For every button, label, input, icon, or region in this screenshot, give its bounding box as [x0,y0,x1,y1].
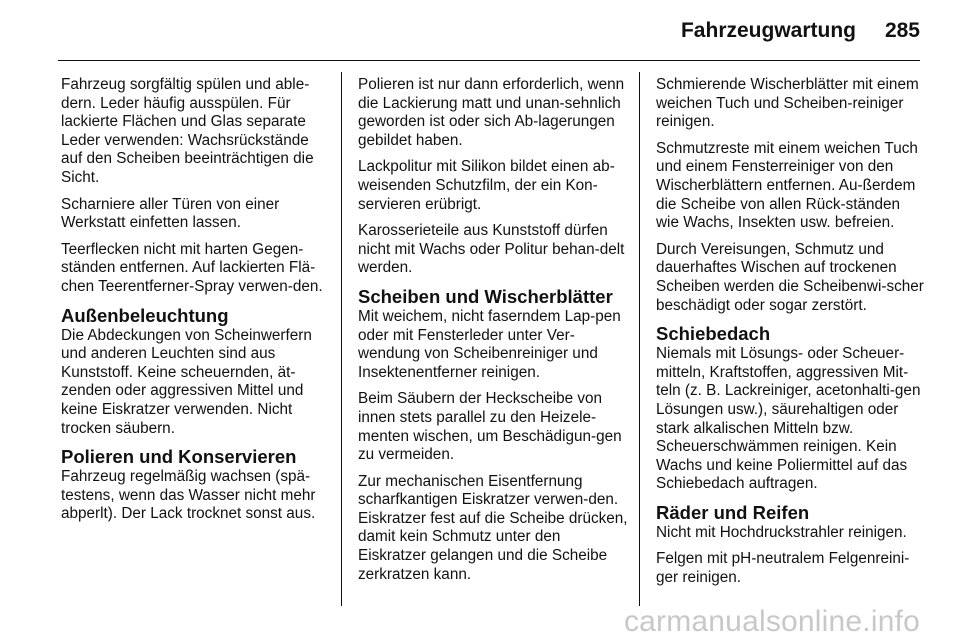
paragraph: Schmierende Wischerblätter mit einem weichen Tuch und Scheiben-reiniger reinigen. [656,76,919,131]
paragraph: Fahrzeug regelmäßig wachsen (spä-testens, wenn das Wasser nicht mehr abperlt). Der Lack trocknet sonst aus. [61,468,316,523]
paragraph: Scharniere aller Türen von einer Werkstatt einfetten lassen. [61,195,280,232]
page-number: 285 [884,19,920,42]
section-heading: Schiebedach [656,323,771,345]
paragraph: Teerflecken nicht mit harten Gegen-ständen entfernen. Auf lackierten Flä-chen Teerentferner-Spray verwen-den. [61,240,323,295]
paragraph: Mit weichem, nicht faserndem Lap-pen oder mit Fensterleder unter Ver-wendung von Scheibenreiniger und Insektenentferner reinigen. [358,307,621,381]
paragraph: Durch Vereisungen, Schmutz und dauerhaftes Wischen auf trockenen Scheiben werden die Scheibenwi-scher beschädigt oder sogar zerstört. [656,240,924,314]
paragraph: Zur mechanischen Eisentfernung scharfkantigen Eiskratzer verwen-den. Eiskratzer fest auf die Scheibe drücken, damit kein Schmutz unter den Eiskratzer gelangen und die Scheibe zerkratzen kann. [358,472,628,583]
header-rule [58,60,920,61]
paragraph: Felgen mit pH-neutralem Felgenreini-ger reinigen. [656,550,910,587]
paragraph: Polieren ist nur dann erforderlich, wenn die Lackierung matt und unan-sehnlich geworden ist oder sich Ab-lagerungen gebildet haben. [358,76,625,149]
paragraph: Nicht mit Hochdruckstrahler reinigen. [656,523,907,541]
section-heading: Scheiben und Wischerblätter [358,285,613,307]
text-column-2 [358,76,628,592]
page-header [0,0,960,62]
text-column-3 [656,76,926,596]
column-divider-2 [639,72,640,606]
paragraph: Beim Säubern der Heckscheibe von innen stets parallel zu den Heizele-menten wischen, um Beschädigun-gen zu vermeiden. [358,390,622,464]
text-column-1 [61,76,331,532]
paragraph: Lackpolitur mit Silikon bildet einen ab-weisenden Schutzfilm, der ein Kon-servieren erübrigt. [358,158,615,213]
paragraph: Karosserieteile aus Kunststoff dürfen nicht mit Wachs oder Politur behan-delt werden. [358,222,625,277]
paragraph: Schmutzreste mit einem weichen Tuch und einem Fensterreiniger von den Wischerblättern entfernen. Au-ßerdem die Scheibe von allen Rück-ständen wie Wachs, Insekten usw. befreien. [656,139,918,232]
watermark: carmanualsonline.info [623,605,920,638]
paragraph: Niemals mit Lösungs- oder Scheuer-mitteln, Kraftstoffen, aggressiven Mit-teln (z. B. Lackreiniger, acetonhalti-gen Lösungen usw.), säurehaltigen oder stark alkalischen Mitteln bzw. Scheuerschwämmen reinigen. Kein Wachs und keine Poliermittel auf das Schiebedach auftragen. [656,345,921,493]
paragraph: Die Abdeckungen von Scheinwerfern und anderen Leuchten sind aus Kunststoff. Keine scheuernden, ät-zenden oder aggressiven Mittel und keine Eiskratzer verwenden. Nicht trocken säubern. [61,326,312,437]
running-title: Fahrzeugwartung [680,19,856,42]
section-heading: Polieren und Konservieren [61,446,297,468]
paragraph: Fahrzeug sorgfältig spülen und able-dern. Leder häufig ausspülen. Für lackierte Flächen und Glas separate Leder verwenden: Wachsrückstände auf den Scheiben beeinträchtigen die Sicht. [61,76,314,186]
section-heading: Räder und Reifen [656,501,810,523]
column-divider-1 [341,72,342,606]
section-heading: Außenbeleuchtung [61,304,229,326]
